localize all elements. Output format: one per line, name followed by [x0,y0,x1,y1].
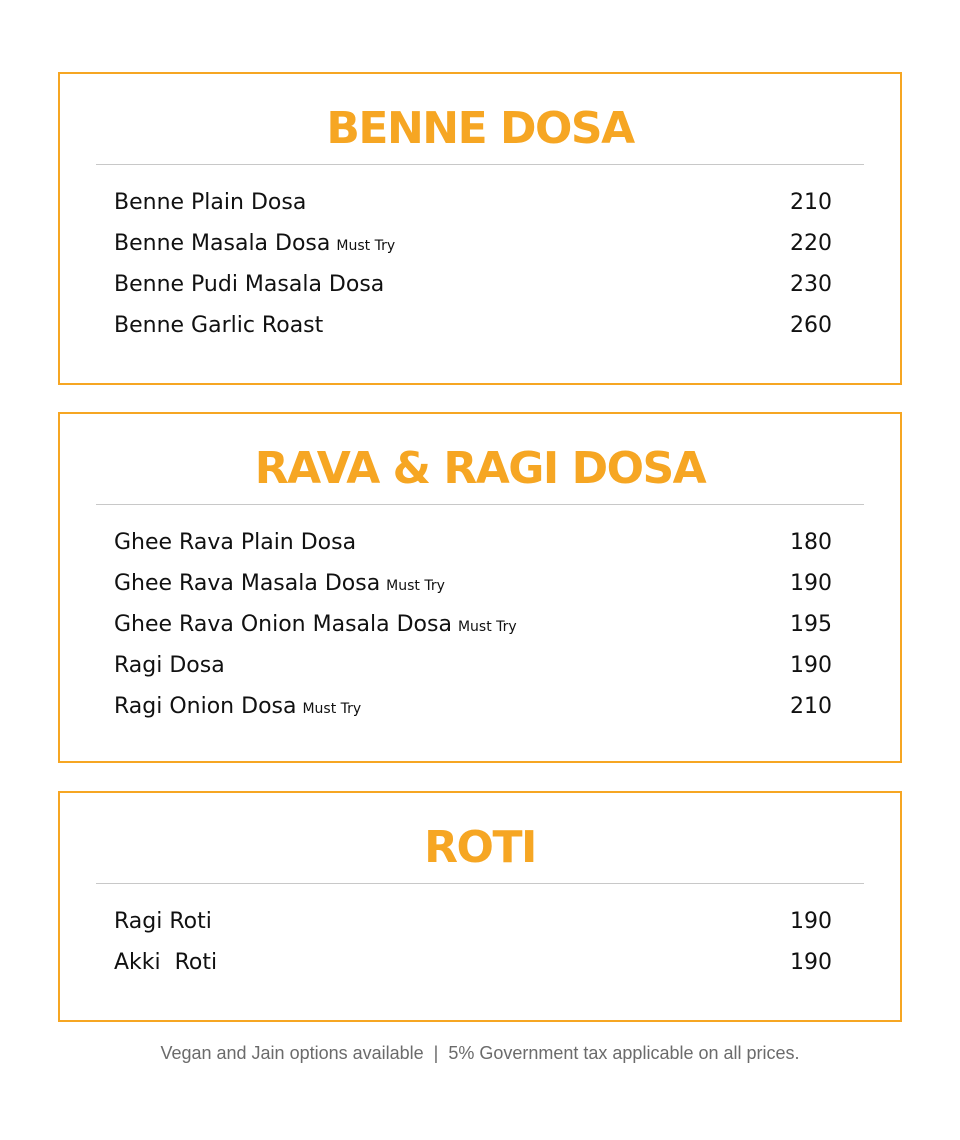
menu-section-roti [58,791,902,1022]
footer-note: Vegan and Jain options available | 5% Government tax applicable on all prices. [160,1043,800,1063]
menu-item-list [114,182,832,346]
menu-item [114,305,832,346]
menu-item [114,522,832,563]
must-try-tag: Must Try [457,619,517,635]
item-name-wrap [114,571,445,596]
menu-item-list [114,901,832,983]
item-price: 210 [790,190,832,215]
item-name: Ragi Roti [114,909,212,934]
item-name: Ghee Rava Plain Dosa [114,530,357,555]
section-divider [96,504,864,505]
menu-item [114,901,832,942]
item-price: 190 [790,909,832,934]
item-price: 195 [790,612,832,637]
menu-item [114,604,832,645]
item-price: 190 [790,653,832,678]
menu-item [114,942,832,983]
item-name-wrap [114,231,395,256]
item-name-wrap [114,190,306,215]
item-name: Benne Pudi Masala Dosa [114,272,385,297]
item-name: Ragi Onion Dosa [114,694,297,719]
must-try-tag: Must Try [386,578,445,594]
section-divider [96,164,864,165]
menu-item [114,264,832,305]
item-price: 230 [790,272,832,297]
must-try-tag: Must Try [302,701,362,717]
menu-item [114,182,832,223]
item-name-wrap [114,909,212,934]
item-name-wrap [114,612,517,637]
menu-item [114,645,832,686]
item-name-wrap [114,694,361,719]
section-title: ROTI [424,822,536,873]
item-name: Ghee Rava Masala Dosa [114,571,381,596]
menu-section-rava-ragi-dosa [58,412,902,763]
section-title: BENNE DOSA [326,103,634,154]
menu-item [114,563,832,604]
item-price: 210 [790,694,832,719]
item-name-wrap [114,530,356,555]
menu-item [114,686,832,727]
item-name-wrap [114,653,225,678]
menu-section-benne-dosa [58,72,902,385]
item-name: Benne Garlic Roast [114,313,324,338]
item-name: Benne Masala Dosa [114,231,331,256]
item-name: Ragi Dosa [114,653,225,678]
item-price: 190 [790,950,832,975]
item-name: Benne Plain Dosa [114,190,307,215]
item-price: 260 [790,313,832,338]
section-divider [96,883,864,884]
item-price: 190 [790,571,832,596]
must-try-tag: Must Try [336,238,396,254]
item-name-wrap [114,313,323,338]
item-name: Akki Roti [114,950,218,975]
item-name-wrap [114,272,384,297]
item-name-wrap [114,950,217,975]
item-price: 220 [790,231,832,256]
menu-item-list [114,522,832,727]
item-name: Ghee Rava Onion Masala Dosa [114,612,452,637]
menu-item [114,223,832,264]
section-title: RAVA & RAGI DOSA [254,443,706,494]
item-price: 180 [790,530,832,555]
